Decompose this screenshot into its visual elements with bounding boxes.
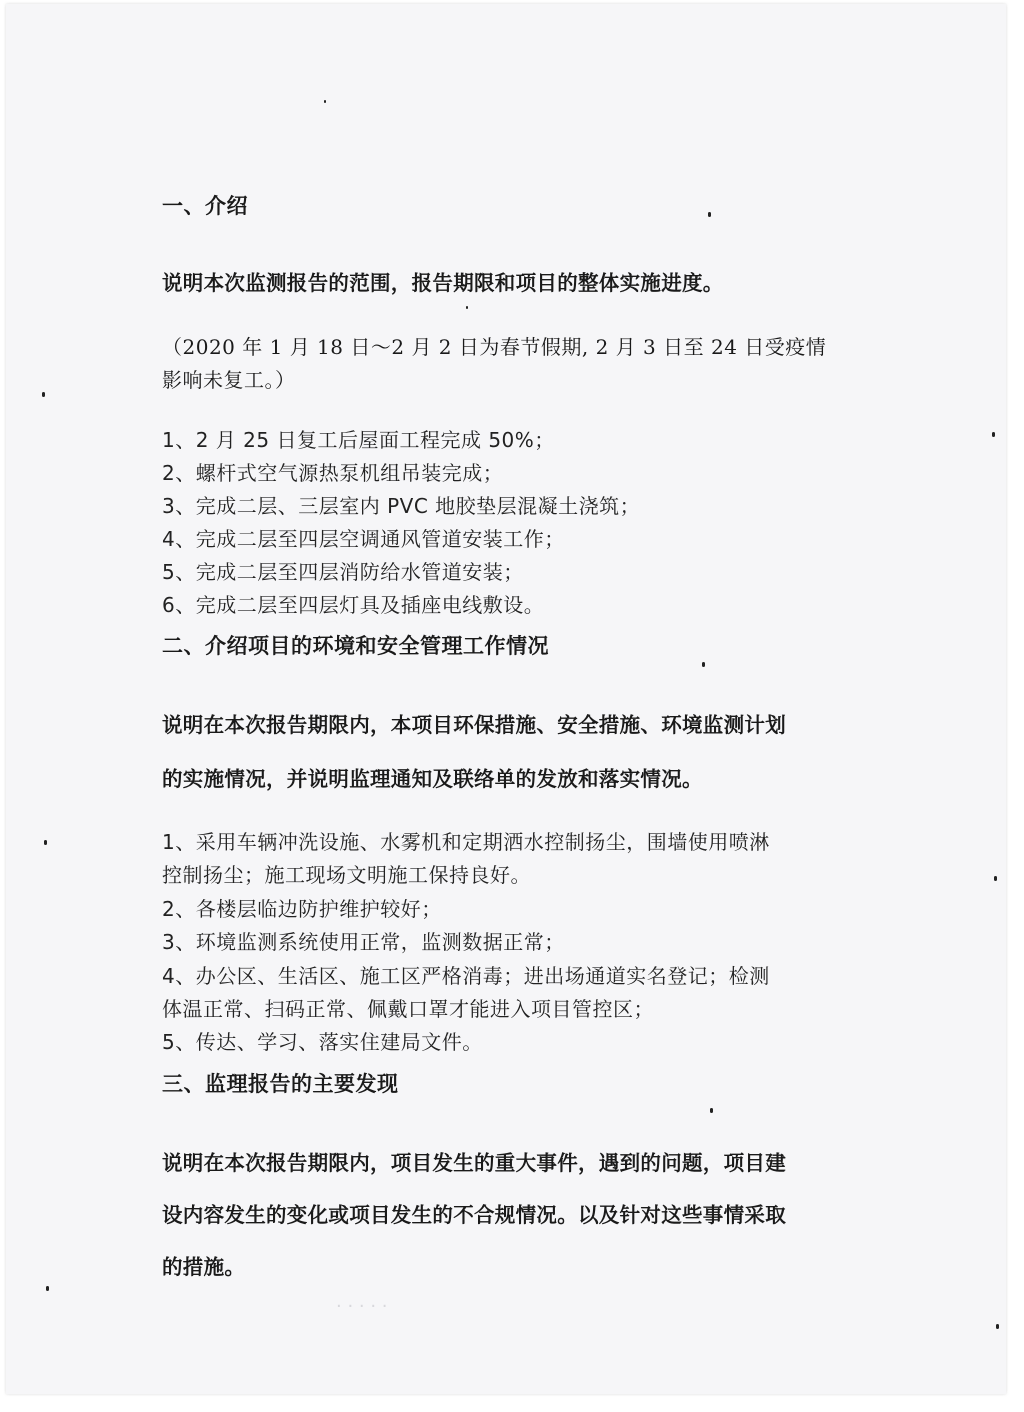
scan-speck: [44, 840, 47, 845]
section-2-item: 体温正常、扫码正常、佩戴口罩才能进入项目管控区；: [162, 997, 654, 1021]
scan-speck: [708, 212, 711, 217]
scan-speck: [996, 1324, 999, 1329]
section-1-item: 1、2 月 25 日复工后屋面工程完成 50%；: [162, 428, 555, 452]
section-2-item: 4、办公区、生活区、施工区严格消毒；进出场通道实名登记；检测: [162, 964, 770, 988]
section-2-description-line-1: 说明在本次报告期限内，本项目环保措施、安全措施、环境监测计划: [162, 713, 786, 737]
scan-speck: [992, 432, 995, 437]
section-1-heading: 一、介绍: [162, 194, 248, 218]
section-3-description-line-1: 说明在本次报告期限内，项目发生的重大事件，遇到的问题，项目建: [162, 1151, 786, 1175]
section-1-item: 4、完成二层至四层空调通风管道安装工作；: [162, 527, 565, 551]
scan-speck: [46, 1286, 49, 1291]
section-2-heading: 二、介绍项目的环境和安全管理工作情况: [162, 634, 549, 658]
section-2-item: 1、采用车辆冲洗设施、水雾机和定期洒水控制扬尘，围墙使用喷淋: [162, 830, 770, 854]
section-2-description-line-2: 的实施情况，并说明监理通知及联络单的发放和落实情况。: [162, 767, 703, 791]
scan-speck: [994, 876, 997, 881]
section-2-item: 2、各楼层临边防护维护较好；: [162, 897, 442, 921]
document-page: [6, 4, 1006, 1394]
scan-speck: [324, 100, 326, 103]
scan-speck: [466, 306, 468, 309]
section-2-item: 5、传达、学习、落实住建局文件。: [162, 1030, 483, 1054]
section-3-description-line-2: 设内容发生的变化或项目发生的不合规情况。以及针对这些事情采取: [162, 1203, 786, 1227]
section-1-note-line-2: 影响未复工。）: [162, 368, 296, 392]
section-1-note-line-1: （2020 年 1 月 18 日～2 月 2 日为春节假期, 2 月 3 日至 24 日受疫情: [162, 335, 827, 359]
scan-speck: [702, 662, 705, 667]
section-1-item: 5、完成二层至四层消防给水管道安装；: [162, 560, 524, 584]
section-2-item: 3、环境监测系统使用正常，监测数据正常；: [162, 930, 565, 954]
section-3-heading: 三、监理报告的主要发现: [162, 1072, 399, 1096]
section-1-item: 3、完成二层、三层室内 PVC 地胶垫层混凝土浇筑；: [162, 494, 641, 518]
section-1-item: 2、螺杆式空气源热泵机组吊装完成；: [162, 461, 504, 485]
section-1-description: 说明本次监测报告的范围，报告期限和项目的整体实施进度。: [162, 271, 724, 295]
section-1-item: 6、完成二层至四层灯具及插座电线敷设。: [162, 593, 545, 617]
scan-speck: [42, 392, 45, 397]
section-3-description-line-3: 的措施。: [162, 1255, 246, 1279]
show-through-mark: · · · · ·: [336, 1296, 388, 1317]
scan-speck: [710, 1108, 713, 1113]
section-2-item: 控制扬尘；施工现场文明施工保持良好。: [162, 863, 531, 887]
